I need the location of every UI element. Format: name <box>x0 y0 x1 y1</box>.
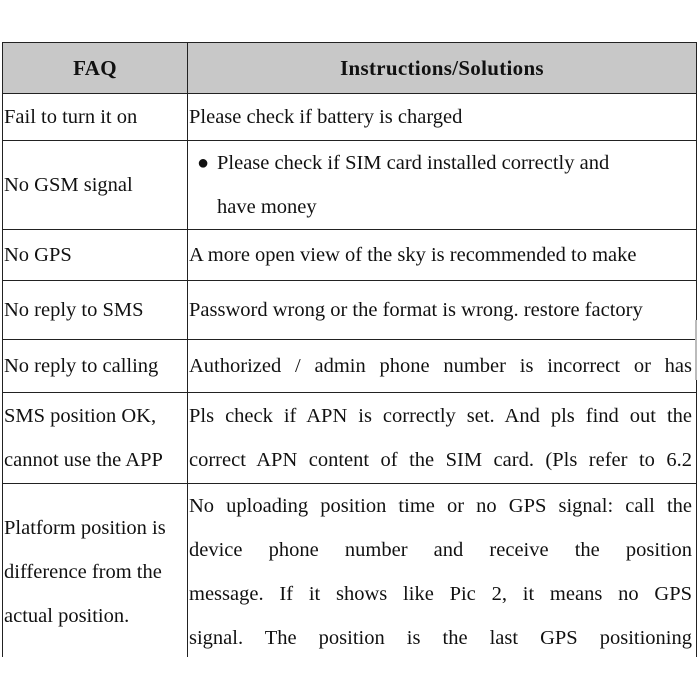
faq-answer-cell <box>188 281 697 340</box>
header-faq: FAQ <box>3 43 188 94</box>
question-line: Fail to turn it on <box>4 106 138 128</box>
faq-question-cell <box>3 281 188 340</box>
faq-answer-cell <box>188 340 697 393</box>
table-row <box>3 484 697 661</box>
table-header-row <box>3 43 697 94</box>
answer-line: A more open view of the sky is recommended to make <box>189 244 637 266</box>
answer-line: No uploading position time or no GPS signal: call the <box>189 495 692 517</box>
faq-question-cell <box>3 393 188 484</box>
faq-answer-cell <box>188 230 697 281</box>
question-line: No reply to SMS <box>4 299 144 321</box>
table-row <box>3 141 697 230</box>
faq-answer-cell <box>188 393 697 484</box>
table-row <box>3 340 697 393</box>
answer-line: Please check if battery is charged <box>189 106 463 128</box>
answer-line: Please check if SIM card installed correctly and <box>217 152 610 174</box>
header-instructions: Instructions/Solutions <box>188 43 697 94</box>
question-line: No GPS <box>4 244 72 266</box>
faq-question-cell <box>3 340 188 393</box>
faq-question-cell <box>3 484 188 661</box>
scroll-edge-mark <box>695 320 697 380</box>
faq-answer-cell <box>188 484 697 661</box>
question-line: SMS position OK, <box>4 405 157 427</box>
answer-line: Password wrong or the format is wrong. restore factory <box>189 299 643 321</box>
table-row <box>3 281 697 340</box>
page-bottom-margin <box>0 657 700 700</box>
faq-question-cell <box>3 94 188 141</box>
answer-line: device phone number and receive the position <box>189 539 692 561</box>
answer-line: message. If it shows like Pic 2, it means no GPS <box>189 583 692 605</box>
answer-line: Authorized / admin phone number is incorrect or has <box>189 355 692 377</box>
faq-table <box>2 42 697 661</box>
question-line: actual position. <box>4 605 130 627</box>
table-row <box>3 393 697 484</box>
question-line: difference from the <box>4 561 162 583</box>
bullet-icon: ● <box>196 152 210 174</box>
faq-answer-cell <box>188 141 697 230</box>
table-row <box>3 230 697 281</box>
answer-line: Pls check if APN is correctly set. And pls find out the <box>189 405 692 427</box>
faq-question-cell <box>3 141 188 230</box>
bullet-item <box>189 141 696 229</box>
question-line: No reply to calling <box>4 355 159 377</box>
question-line: Platform position is <box>4 517 166 539</box>
faq-answer-cell <box>188 94 697 141</box>
table-row <box>3 94 697 141</box>
answer-line: have money <box>217 196 317 218</box>
answer-line: correct APN content of the SIM card. (Pls refer to 6.2 <box>189 449 692 471</box>
question-line: No GSM signal <box>4 174 133 196</box>
question-line: cannot use the APP <box>4 449 163 471</box>
answer-line: signal. The position is the last GPS positioning <box>189 627 692 649</box>
faq-question-cell <box>3 230 188 281</box>
